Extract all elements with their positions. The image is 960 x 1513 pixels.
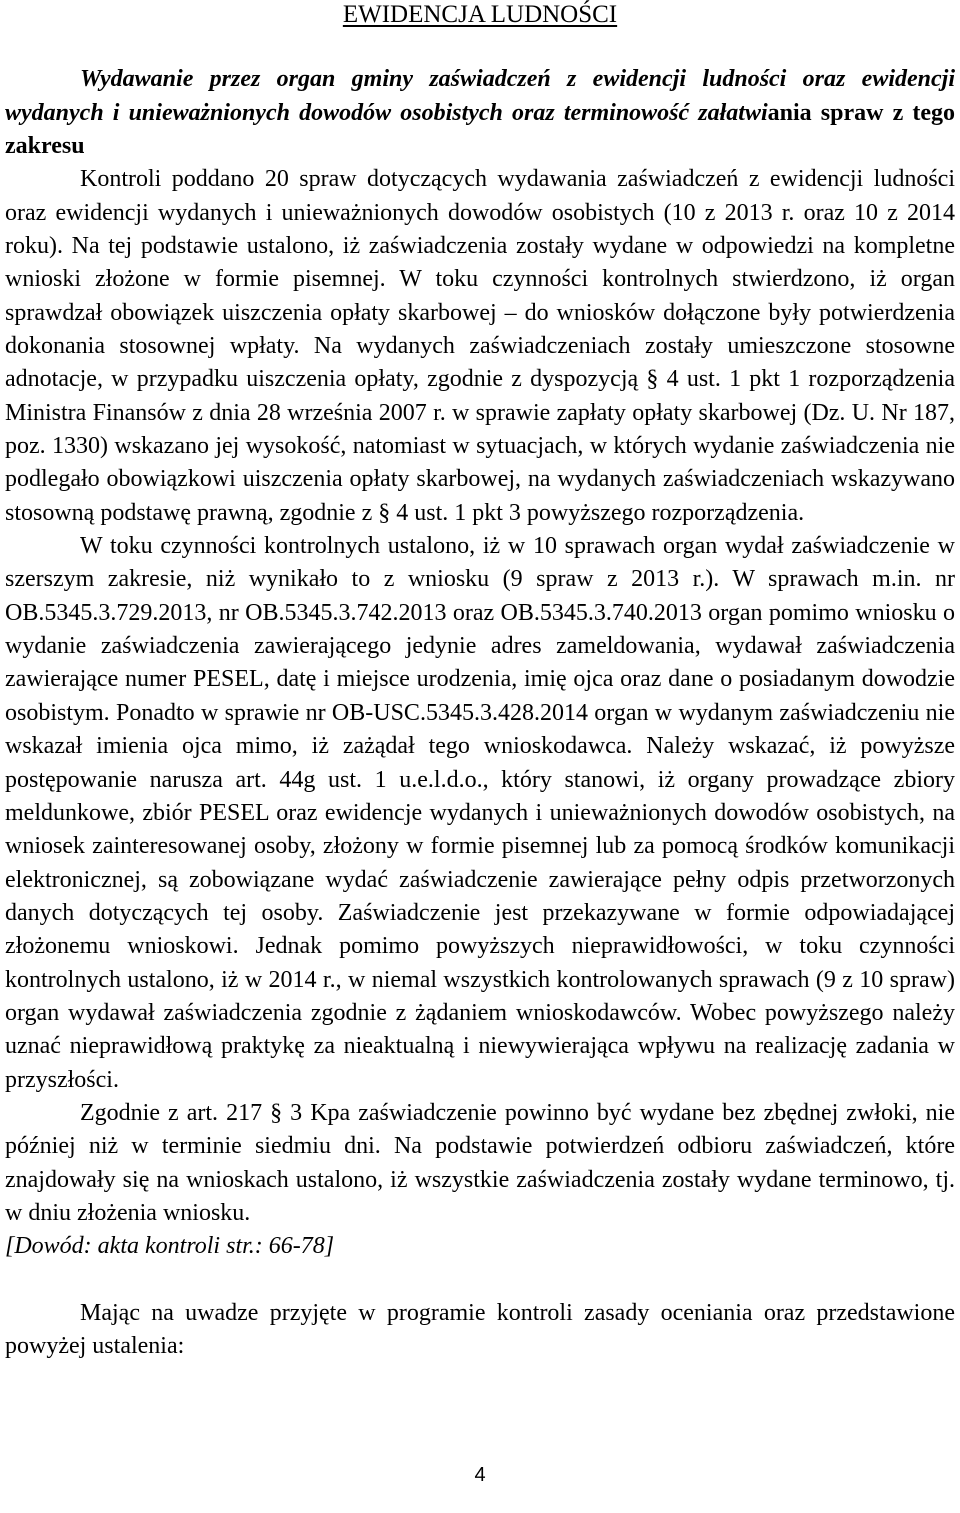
paragraph-2: W toku czynności kontrolnych ustalono, iż w 10 sprawach organ wydał zaświadczenie w szerszym zakresie, niż wynikało to z wniosku (9 spraw z 2013 r.). W sprawach m.in. nr OB.5345.3.729.2013, nr OB.5345.3.742.2013 oraz OB.5345.3.740.2013 organ pomimo wniosku o wydanie zaświadczenia zawierającego jedynie adres zameldowania, wydawał zaświadczenia zawierające numer PESEL, datę i miejsce urodzenia, imię ojca oraz dane o posiadanym dowodzie osobistym. Ponadto w sprawie nr OB-USC.5345.3.428.2014 organ w wydanym zaświadczeniu nie wskazał imienia ojca mimo, iż zażądał tego wnioskodawca. Należy wskazać, iż powyższe postępowanie narusza art. 44g ust. 1 u.e.l.d.o., który stanowi, iż organy prowadzące zbiory meldunkowe, zbiór PESEL oraz ewidencje wydanych i unieważnionych dowodów osobistych, na wniosek zainteresowanej osoby, złożony w formie pisemnej lub za pomocą środków komunikacji elektronicznej, są zobowiązane wydać zaświadczenie zawierające pełny odpis przetworzonych danych dotyczących tej osoby. Zaświadczenie jest przekazywane w formie odpowiadającej złożonemu wnioskowi. Jednak pomimo powyższych nieprawidłowości, w toku czynności kontrolnych ustalono, iż w 2014 r., w niemal wszystkich kontrolowanych sprawach (9 z 10 spraw) organ wydawał zaświadczenia zgodnie z żądaniem wnioskodawców. Wobec powyższego należy uznać nieprawidłową praktykę za nieaktualną i niewywierająca wpływu na realizację zadania w przyszłości. bbox=[5, 533, 955, 1093]
paragraph-3: Zgodnie z art. 217 § 3 Kpa zaświadczenie powinno być wydane bez zbędnej zwłoki, nie później niż w terminie siedmiu dni. Na podstawie potwierdzeń odbioru zaświadczeń, które znajdowały się na wnioskach ustalono, iż wszystkie zaświadczenia zostały wydane terminowo, tj. w dniu złożenia wniosku. bbox=[5, 1099, 955, 1226]
document-page bbox=[5, 0, 955, 1364]
paragraph-1: Kontroli poddano 20 spraw dotyczących wydawania zaświadczeń z ewidencji ludności oraz ewidencji wydanych i unieważnionych dowodów osobistych (10 z 2013 r. oraz 10 z 2014 roku). Na tej podstawie ustalono, iż zaświadczenia zostały wydane w odpowiedzi na kompletne wnioski złożone w formie pisemnej. W toku czynności kontrolnych stwierdzono, iż organ sprawdzał obowiązek uiszczenia opłaty skarbowej – do wniosków dołączone były potwierdzenia dokonania stosownej wpłaty. Na wydanych zaświadczeniach zostały umieszczone stosowne adnotacje, w przypadku uiszczenia opłaty, zgodnie z dyspozycją § 4 ust. 1 pkt 1 rozporządzenia Ministra Finansów z dnia 28 września 2007 r. w sprawie zapłaty opłaty skarbowej (Dz. U. Nr 187, poz. 1330) wskazano jej wysokość, natomiast w sytuacjach, w których wydanie zaświadczenia nie podlegało obowiązkowi uiszczenia opłaty skarbowej, na wydanych zaświadczeniach wskazywano stosowną podstawę prawną, zgodnie z § 4 ust. 1 pkt 3 powyższego rozporządzenia. bbox=[5, 166, 955, 526]
document-title: EWIDENCJA LUDNOŚCI bbox=[342, 1, 618, 28]
page-number: 4 bbox=[474, 1464, 486, 1486]
section-heading bbox=[5, 63, 955, 163]
heading-upright-text: ania spraw z tego zakresu bbox=[5, 99, 955, 159]
heading-italic-text: Wydawanie przez organ gminy zaświadczeń z ewidencji ludności oraz ewidencji wydanych i unieważnionych dowodów osobistych oraz terminowość załatwi bbox=[5, 66, 955, 126]
evidence-reference: [Dowód: akta kontroli str.: 66-78] bbox=[5, 1233, 335, 1260]
closing-paragraph: Mając na uwadze przyjęte w programie kontroli zasady oceniania oraz przedstawione powyżej ustalenia: bbox=[5, 1300, 955, 1360]
